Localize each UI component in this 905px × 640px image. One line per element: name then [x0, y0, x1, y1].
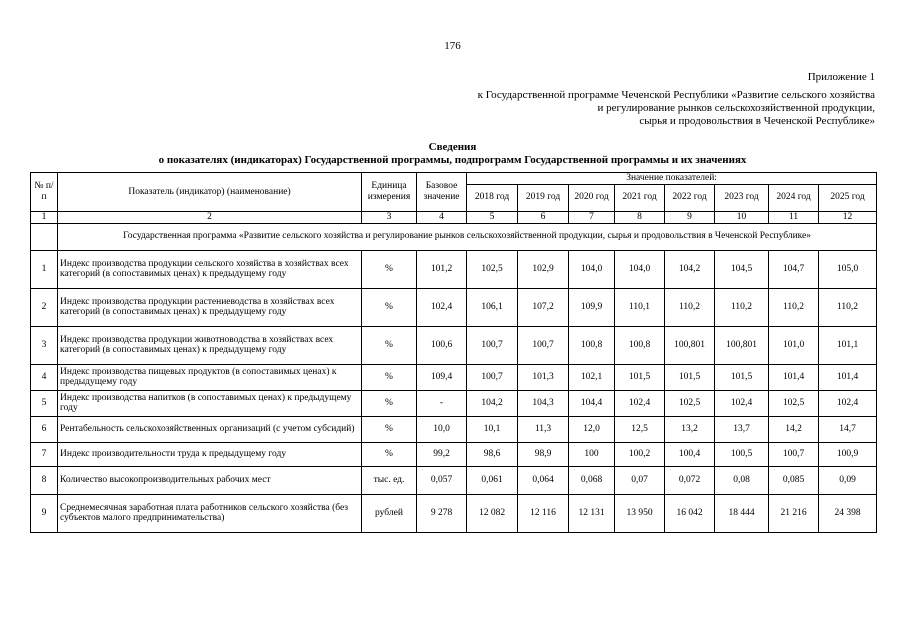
year-value-cell: 102,9	[518, 250, 569, 288]
header-indicator: Показатель (индикатор) (наименование)	[58, 173, 362, 212]
column-number: 10	[715, 211, 769, 223]
heading-title: Сведения	[428, 141, 477, 153]
year-value-cell: 13,2	[665, 416, 715, 442]
unit-cell: %	[362, 364, 417, 390]
year-value-cell: 11,3	[518, 416, 569, 442]
year-value-cell: 104,7	[769, 250, 819, 288]
row-number: 4	[31, 364, 58, 390]
year-value-cell: 102,5	[467, 250, 518, 288]
year-value-cell: 0,09	[819, 466, 877, 494]
year-value-cell: 100,2	[615, 442, 665, 466]
row-number: 9	[31, 494, 58, 532]
indicator-name: Индекс производства продукции растениеводства в хозяйствах всех категорий (в сопоставимых ценах) к предыдущему году	[58, 288, 362, 326]
appendix-line: и регулирование рынков сельскохозяйственной продукции,	[597, 102, 875, 114]
year-value-cell: 104,5	[715, 250, 769, 288]
year-value-cell: 0,068	[569, 466, 615, 494]
year-value-cell: 102,5	[769, 390, 819, 416]
row-number: 3	[31, 326, 58, 364]
year-value-cell: 100,801	[715, 326, 769, 364]
year-value-cell: 101,1	[819, 326, 877, 364]
row-number: 8	[31, 466, 58, 494]
indicator-name: Индекс производства пищевых продуктов (в сопоставимых ценах) к предыдущему году	[58, 364, 362, 390]
base-value-cell: 100,6	[417, 326, 467, 364]
appendix-line: к Государственной программе Чеченской Республики «Развитие сельского хозяйства	[477, 89, 875, 101]
page-number: 176	[444, 40, 461, 52]
row-number: 2	[31, 288, 58, 326]
table-row	[31, 494, 877, 532]
year-value-cell: 101,5	[615, 364, 665, 390]
year-value-cell: 110,2	[769, 288, 819, 326]
year-value-cell: 100,9	[819, 442, 877, 466]
year-value-cell: 100,8	[569, 326, 615, 364]
row-number: 1	[31, 250, 58, 288]
column-number: 6	[518, 211, 569, 223]
unit-cell: %	[362, 442, 417, 466]
year-value-cell: 100,7	[769, 442, 819, 466]
column-number: 8	[615, 211, 665, 223]
year-value-cell: 110,2	[819, 288, 877, 326]
year-value-cell: 101,0	[769, 326, 819, 364]
appendix-title: Приложение 1	[807, 71, 875, 83]
year-value-cell: 104,2	[665, 250, 715, 288]
header-year: 2019 год	[518, 184, 569, 211]
table-row	[31, 326, 877, 364]
year-value-cell: 104,0	[569, 250, 615, 288]
year-value-cell: 12 131	[569, 494, 615, 532]
header-unit: Единица измерения	[362, 173, 417, 212]
base-value-cell: 9 278	[417, 494, 467, 532]
base-value-cell: 101,2	[417, 250, 467, 288]
year-value-cell: 100,801	[665, 326, 715, 364]
year-value-cell: 104,2	[467, 390, 518, 416]
header-year: 2024 год	[769, 184, 819, 211]
year-value-cell: 12,5	[615, 416, 665, 442]
year-value-cell: 100,4	[665, 442, 715, 466]
column-number: 4	[417, 211, 467, 223]
unit-cell: %	[362, 416, 417, 442]
year-value-cell: 12 116	[518, 494, 569, 532]
indicator-name: Индекс производства продукции сельского хозяйства в хозяйствах всех категорий (в сопоставимых ценах) к предыдущему году	[58, 250, 362, 288]
year-value-cell: 13,7	[715, 416, 769, 442]
column-numbers-row	[31, 211, 877, 223]
year-value-cell: 105,0	[819, 250, 877, 288]
base-value-cell: -	[417, 390, 467, 416]
year-value-cell: 100,7	[467, 326, 518, 364]
program-title: Государственная программа «Развитие сельского хозяйства и регулирование рынков сельскохозяйственной продукции, сырья и продовольствия в Чеченской Республике»	[58, 223, 877, 250]
year-value-cell: 102,5	[665, 390, 715, 416]
unit-cell: %	[362, 390, 417, 416]
year-value-cell: 98,9	[518, 442, 569, 466]
year-value-cell: 102,4	[819, 390, 877, 416]
year-value-cell: 18 444	[715, 494, 769, 532]
year-value-cell: 14,7	[819, 416, 877, 442]
unit-cell: %	[362, 288, 417, 326]
row-number: 6	[31, 416, 58, 442]
row-number: 7	[31, 442, 58, 466]
table-row	[31, 250, 877, 288]
year-value-cell: 110,1	[615, 288, 665, 326]
year-value-cell: 109,9	[569, 288, 615, 326]
year-value-cell: 0,08	[715, 466, 769, 494]
column-number: 1	[31, 211, 58, 223]
column-number: 12	[819, 211, 877, 223]
year-value-cell: 21 216	[769, 494, 819, 532]
header-year: 2022 год	[665, 184, 715, 211]
year-value-cell: 100	[569, 442, 615, 466]
year-value-cell: 98,6	[467, 442, 518, 466]
program-title-row	[31, 223, 877, 250]
indicator-name: Рентабельность сельскохозяйственных организаций (с учетом субсидий)	[58, 416, 362, 442]
table-row	[31, 288, 877, 326]
year-value-cell: 101,4	[769, 364, 819, 390]
column-number: 11	[769, 211, 819, 223]
year-value-cell: 12,0	[569, 416, 615, 442]
year-value-cell: 100,8	[615, 326, 665, 364]
base-value-cell: 99,2	[417, 442, 467, 466]
unit-cell: тыс. ед.	[362, 466, 417, 494]
year-value-cell: 0,07	[615, 466, 665, 494]
column-number: 9	[665, 211, 715, 223]
header-base: Базовое значение	[417, 173, 467, 212]
year-value-cell: 101,3	[518, 364, 569, 390]
table-row	[31, 364, 877, 390]
unit-cell: %	[362, 326, 417, 364]
column-number: 7	[569, 211, 615, 223]
year-value-cell: 0,064	[518, 466, 569, 494]
year-value-cell: 100,7	[518, 326, 569, 364]
year-value-cell: 0,072	[665, 466, 715, 494]
base-value-cell: 0,057	[417, 466, 467, 494]
table-row	[31, 442, 877, 466]
heading-subtitle: о показателях (индикаторах) Государственной программы, подпрограмм Государственной программы и их значениях	[158, 154, 747, 166]
base-value-cell: 10,0	[417, 416, 467, 442]
year-value-cell: 101,5	[665, 364, 715, 390]
year-value-cell: 16 042	[665, 494, 715, 532]
header-year: 2020 год	[569, 184, 615, 211]
indicator-name: Индекс производительности труда к предыдущему году	[58, 442, 362, 466]
indicator-name: Количество высокопроизводительных рабочих мест	[58, 466, 362, 494]
header-year: 2018 год	[467, 184, 518, 211]
table-row	[31, 390, 877, 416]
column-number: 5	[467, 211, 518, 223]
year-value-cell: 100,5	[715, 442, 769, 466]
base-value-cell: 102,4	[417, 288, 467, 326]
base-value-cell: 109,4	[417, 364, 467, 390]
year-value-cell: 0,061	[467, 466, 518, 494]
year-value-cell: 104,0	[615, 250, 665, 288]
year-value-cell: 102,1	[569, 364, 615, 390]
year-value-cell: 12 082	[467, 494, 518, 532]
year-value-cell: 0,085	[769, 466, 819, 494]
row-number: 5	[31, 390, 58, 416]
year-value-cell: 110,2	[665, 288, 715, 326]
unit-cell: %	[362, 250, 417, 288]
year-value-cell: 10,1	[467, 416, 518, 442]
year-value-cell: 110,2	[715, 288, 769, 326]
indicators-table	[30, 172, 877, 533]
indicator-name: Индекс производства продукции животноводства в хозяйствах всех категорий (в сопоставимых ценах) к предыдущему году	[58, 326, 362, 364]
year-value-cell: 107,2	[518, 288, 569, 326]
header-year: 2021 год	[615, 184, 665, 211]
year-value-cell: 106,1	[467, 288, 518, 326]
unit-cell: рублей	[362, 494, 417, 532]
indicator-name: Индекс производства напитков (в сопоставимых ценах) к предыдущему году	[58, 390, 362, 416]
year-value-cell: 101,5	[715, 364, 769, 390]
appendix-line: сырья и продовольствия в Чеченской Республике»	[639, 115, 875, 127]
year-value-cell: 100,7	[467, 364, 518, 390]
header-num: № п/п	[31, 173, 58, 212]
year-value-cell: 24 398	[819, 494, 877, 532]
appendix-note	[478, 71, 875, 128]
header-values-group: Значение показателей:	[467, 173, 877, 185]
document-heading	[0, 141, 905, 167]
year-value-cell: 101,4	[819, 364, 877, 390]
year-value-cell: 14,2	[769, 416, 819, 442]
header-year: 2025 год	[819, 184, 877, 211]
indicator-name: Среднемесячная заработная плата работников сельского хозяйства (без субъектов малого предпринимательства)	[58, 494, 362, 532]
year-value-cell: 102,4	[615, 390, 665, 416]
header-year: 2023 год	[715, 184, 769, 211]
table-row	[31, 416, 877, 442]
year-value-cell: 102,4	[715, 390, 769, 416]
year-value-cell: 13 950	[615, 494, 665, 532]
year-value-cell: 104,4	[569, 390, 615, 416]
column-number: 2	[58, 211, 362, 223]
column-number: 3	[362, 211, 417, 223]
table-row	[31, 466, 877, 494]
year-value-cell: 104,3	[518, 390, 569, 416]
